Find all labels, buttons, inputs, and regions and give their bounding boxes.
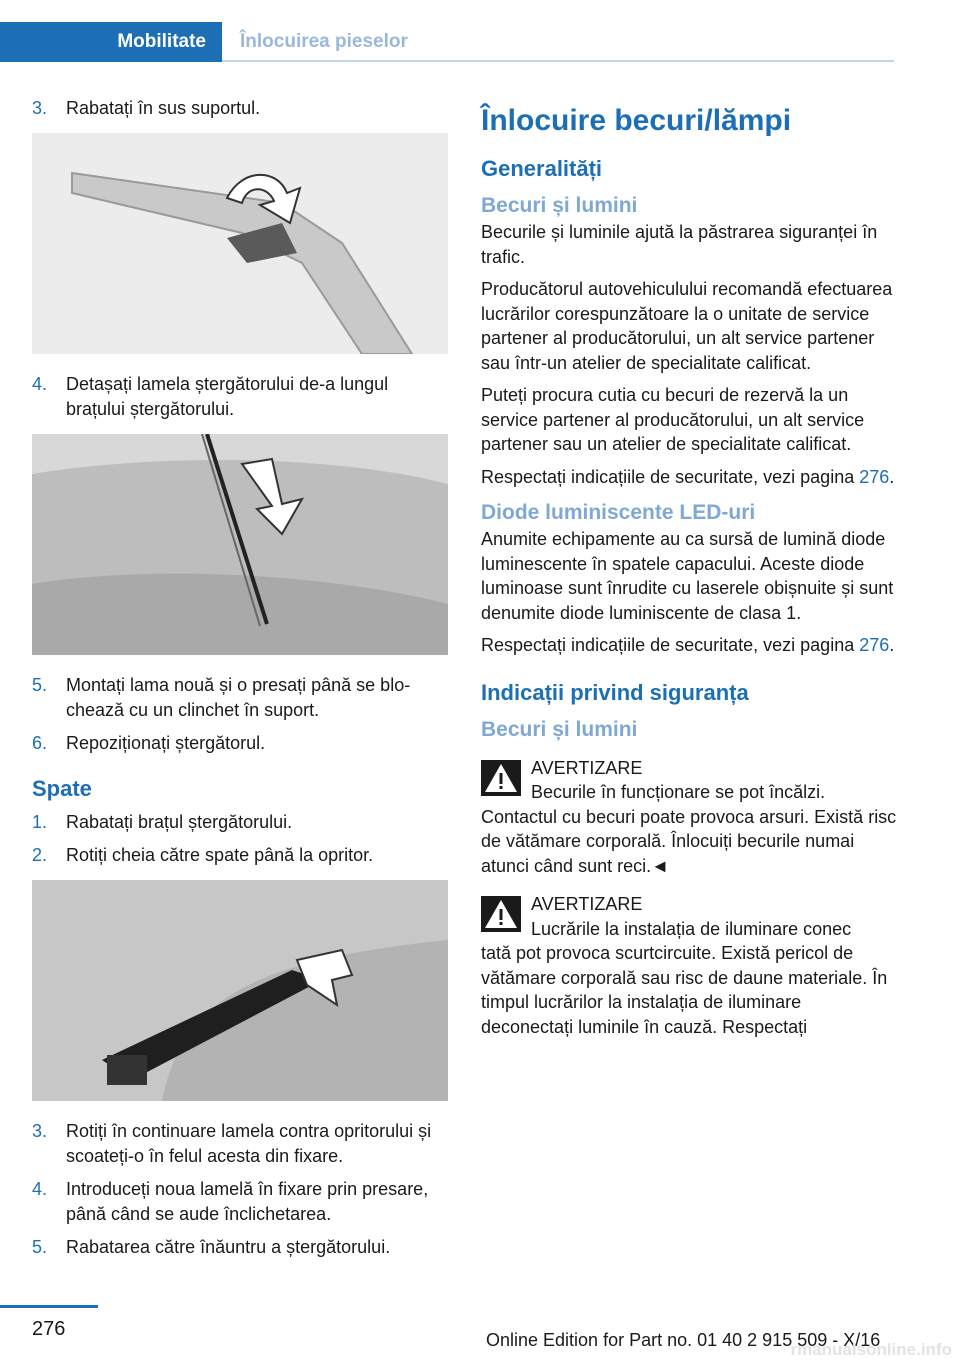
step-item (32, 1177, 448, 1227)
paragraph-safety-ref: Respectați indicațiile de securitate, vezi pagina 276. (481, 635, 895, 655)
warning-line: Becurile în funcționare se pot încălzi. (531, 782, 826, 802)
warning-triangle-icon (481, 760, 521, 796)
step-item (32, 1235, 448, 1260)
step-list-c (32, 673, 448, 756)
step-text: Rotiți cheia către spate până la opritor. (66, 845, 374, 865)
step-number: 3. (32, 1121, 48, 1141)
section-heading-spate: Spate (32, 776, 92, 801)
heading-becuri-lumini: Becuri și lumini (481, 194, 638, 217)
warning-text: Contactul cu becuri poate provoca arsuri. Există risc de vătămare corporală. Înlocuiți becurile numai atunci când sunt reci.◄ (481, 806, 897, 876)
footer-rule (0, 1305, 98, 1308)
warning-block-2 (481, 892, 897, 1039)
heading-led: Diode luminiscente LED-uri (481, 501, 756, 524)
warning-text: tată pot provoca scurtcircuite. Există pericol de vătămare corporală sau risc de daune materiale. În timpul lucrărilor la instalația de iluminare deconectați luminile în cauză. Respectați (481, 943, 888, 1037)
step-number: 3. (32, 98, 48, 118)
right-column (481, 96, 897, 1049)
windscreen-wiper-illustration (32, 434, 448, 655)
step-number: 5. (32, 675, 48, 695)
tab-mobilitate[interactable]: Mobilitate (0, 22, 222, 62)
heading-safety: Indicații privind siguranța (481, 679, 749, 705)
warning-block-1 (481, 756, 897, 879)
paragraph-safety-ref: Respectați indicațiile de securitate, vezi pagina 276. (481, 466, 895, 487)
paragraph: Producătorul autovehiculului recomandă efectuarea lucrărilor corespunzătoare la o unitate de service partener al producătorului, un alt service partener sau într-un atelier de specialitate calificat. (481, 279, 893, 373)
paragraph: Anumite echipamente au ca sursă de lumină diode luminescente în spatele capacului. Aceste diode luminoase sunt înrudite cu laserele obișnuite și sunt denumite diode luminiscente de clasa 1. (481, 529, 894, 623)
step-number: 2. (32, 845, 48, 865)
warning-triangle-icon (481, 896, 521, 932)
page-link[interactable]: 276 (859, 635, 890, 655)
step-item (32, 673, 448, 723)
step-text: Detașați lamela ștergătorului de-a lungul brațului ștergătorului. (66, 374, 389, 419)
step-number: 4. (32, 374, 48, 394)
step-list-a (32, 96, 448, 121)
step-item (32, 96, 448, 121)
step-text: Rabatați în sus suportul. (66, 98, 261, 118)
paragraph: Becurile și luminile ajută la păstrarea siguranței în trafic. (481, 222, 878, 267)
page-link[interactable]: 276 (859, 466, 890, 487)
step-item (32, 372, 448, 422)
step-list-e (32, 1119, 448, 1260)
step-number: 1. (32, 812, 48, 832)
step-list-b (32, 372, 448, 422)
heading-becuri-lumini-2: Becuri și lumini (481, 717, 638, 741)
paragraph: Puteți procura cutia cu becuri de rezervă la un service partener al producătorului, un alt service partener sau un atelier de specialitate calificat. (481, 385, 865, 454)
step-number: 4. (32, 1179, 48, 1199)
step-text: Introduceți noua lamelă în fixare prin presare, până când se aude înclichetarea. (66, 1179, 429, 1224)
step-text: Rabatarea către înăuntru a ștergătorului. (66, 1237, 391, 1257)
section-title: Înlocuire becuri/lămpi (481, 104, 792, 137)
step-list-d (32, 810, 448, 868)
step-number: 5. (32, 1237, 48, 1257)
edition-note: Online Edition for Part no. 01 40 2 915 509 - X/16 (486, 1330, 881, 1350)
heading-generalitati: Generalități (481, 156, 603, 181)
step-item (32, 810, 448, 835)
warning-title: AVERTIZARE (531, 757, 643, 778)
left-column (32, 96, 448, 1268)
wiper-holder-illustration (32, 133, 448, 354)
step-item (32, 843, 448, 868)
tab-inlocuirea-pieselor[interactable]: Înlocuirea pieselor (240, 31, 408, 52)
page-number: 276 (32, 1318, 66, 1340)
rear-wiper-illustration (32, 880, 448, 1101)
step-item (32, 731, 448, 756)
watermark: rmanualsonline.info (790, 1340, 952, 1359)
step-text: Rabatați brațul ștergătorului. (66, 812, 293, 832)
step-text: Montați lama nouă și o presați până se blochează cu un clinchet în suport. (66, 675, 411, 720)
step-text: Repoziționați ștergătorul. (66, 733, 266, 753)
page-header (0, 0, 960, 62)
step-number: 6. (32, 733, 48, 753)
step-item (32, 1119, 448, 1169)
step-text: Rotiți în continuare lamela contra opritorului și scoateți-o în felul acesta din fixare. (66, 1121, 432, 1166)
warning-line: Lucrările la instalația de iluminare conec (531, 918, 852, 939)
warning-title: AVERTIZARE (531, 894, 643, 914)
header-rule (222, 60, 894, 62)
